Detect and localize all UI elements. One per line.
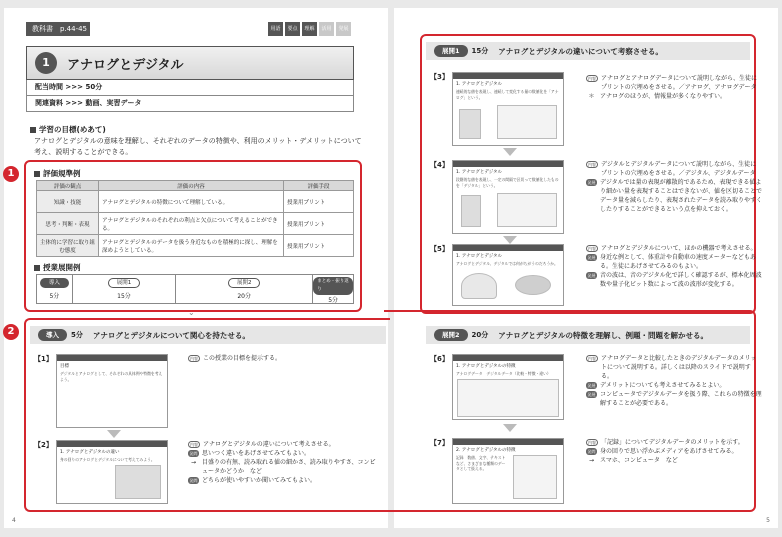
table-row: 思考・判断・表現 アナログとデジタルのそれぞれの利点と欠点について考えることができる。 授業用プリント: [37, 213, 354, 235]
flow-summary: まとめ・振り返り 5分: [313, 275, 353, 303]
page-number: 5: [766, 517, 770, 524]
right-page: [394, 8, 778, 528]
step-number: 【6】: [430, 355, 449, 363]
header-content: 評価の内容: [99, 181, 284, 191]
marker-2: 2: [3, 324, 19, 340]
flow-intro: 導入 5分: [37, 275, 73, 303]
slide-thumbnail: 1. アナログとデジタル 段階的な値を表現し、一定の間隔で区切って数値化したものを「デジタル」という。: [452, 160, 564, 234]
illustration: [115, 465, 161, 499]
step-notes: 内容 この授業の目標を提示する。: [190, 355, 282, 362]
step-number: 【3】: [430, 73, 449, 81]
chip-advanced: 発展: [336, 22, 351, 36]
step-notes: 内容 「記録」についてデジタルデータのメリットを示す。 発問 身の回りで思い浮かぶメディアをあげさせてみる。 → スマホ、コンピュータ など: [587, 439, 744, 464]
lesson-flow: [36, 274, 354, 304]
slide-thumbnail: 1. アナログとデジタル アナログとデジタル、デジタルでは何がちがうのだろうか。: [452, 244, 564, 306]
table-row: 主体的に学習に取り組む態度 アナログとデジタルのデータを扱う身近なものを積極的に探し、理解を深めようとしている。 授業用プリント: [37, 235, 354, 257]
eval-heading: 評価規準例: [34, 168, 81, 179]
category-chips: [268, 22, 351, 36]
media-icons-illustration: [513, 455, 557, 499]
textbook-reference-tab: 教科書 p.44-45: [26, 22, 90, 36]
chip-apply: 活用: [319, 22, 334, 36]
header-viewpoint: 評価の観点: [37, 181, 99, 191]
comparison-table-illustration: [457, 379, 559, 417]
illustration: [459, 109, 481, 139]
chip-term: 用語: [268, 22, 283, 36]
step-number: 【5】: [430, 245, 449, 253]
lesson-title: アナログとデジタル: [67, 57, 184, 73]
slide-thumbnail: 1. アナログとデジタル 連続的な値を表現し、連続して変化する量の数値化を「アナログ」という。: [452, 72, 564, 146]
page-number: 4: [12, 517, 16, 524]
step-notes: 内容 アナログとアナログデータについて説明しながら、生徒にプリントの穴埋めをさせる。／アナログ、アナログデータ ＊ アナログのほうが、情報量が多くなりやすい。: [588, 75, 758, 100]
flow-dev2: 展開2 20分: [176, 275, 313, 303]
chevron-down-icon: ⌄: [188, 308, 195, 317]
illustration: [461, 195, 481, 227]
square-bullet-icon: [34, 265, 40, 271]
lesson-header: [26, 46, 354, 80]
step-notes: 内容 アナログとデジタルの違いについて考えさせる。 発問 思いつく違いをあげさせてみてもよい。 → 目盛りの有無、読み取れる値の細かさ、読み取りやすさ、コンピュータかどうか など 発問 どちらが使いやすいか聞いてみてもよい。: [189, 441, 376, 484]
chip-understand: 理解: [302, 22, 317, 36]
table-header-row: [37, 181, 354, 191]
step-number: 【7】: [430, 439, 449, 447]
disc-illustration: [515, 275, 551, 295]
lesson-number-badge: 1: [35, 52, 57, 74]
graph-illustration: [497, 105, 557, 139]
slide-thumbnail: 1. アナログとデジタルの特徴 アナログデータ デジタルデータ（比較・特徴・違い）: [452, 354, 564, 420]
slide-thumbnail: 2. アナログとデジタルの特徴 記録 数値、文字、テキストなど、さまざまな種類のデータとして扱える。: [452, 438, 564, 504]
flow-dev1: 展開1 15分: [73, 275, 176, 303]
goal-text: アナログとデジタルの意味を理解し、それぞれのデータの特徴や、利用のメリット・デメリットについて考え、説明することができる。: [34, 137, 362, 156]
goal-heading: 学習の目標(めあて): [30, 124, 106, 135]
slide-thumbnail: 目標 デジタルとアナログとして、それぞれの具体例や特徴を考えよう。: [56, 354, 168, 428]
flow-heading: 授業展開例: [34, 262, 81, 273]
step-notes: 内容 デジタルとデジタルデータについて説明しながら、生徒にプリントの穴埋めをさせる。／デジタル、デジタルデータ 発展 デジタルでは量の表現が離散的であるため、表現できる値より細かい量を表現することはできないが、値を区切ることでデータ量を減らしたり、表現されたデータを読み取りやすくしたりすることができるという点を抑えておく。: [587, 161, 763, 213]
step-notes: 内容 アナログデータと比較したときのデジタルデータのメリットについて説明する。詳しくは以降のスライドで説明する。 発展 デメリットについても考えさせてみるとよい。 発展 コンピュータでデジタルデータを扱う際、これらの特徴を理解することが必要である。: [587, 355, 762, 407]
intro-phase-bar: 導入 5分 アナログとデジタルについて関心を持たせる。: [30, 326, 386, 344]
step-notes: 内容 アナログとデジタルについて、ほかの機器で考えさせる。 発展 身近な例として、体重計や自動車の速度メーターなどもある。生徒にあげさせてみるのもよい。 発展 音の波は、音のデジタル化で詳しく確認するが、標本化周波数や量子化ビット数によって波の波形が変化する。: [587, 245, 762, 288]
table-row: 知識・技能 アナログとデジタルの特徴について理解している。 授業用プリント: [37, 191, 354, 213]
step-number: 【4】: [430, 161, 449, 169]
record-illustration: [461, 273, 497, 299]
left-page: [4, 8, 388, 528]
dev2-phase-bar: 展開2 20分 アナログとデジタルの特徴を理解し、例題・問題を解かせる。: [426, 326, 750, 344]
marker-1: 1: [3, 166, 19, 182]
dev1-phase-bar: 展開1 15分 アナログとデジタルの違いについて考察させる。: [426, 42, 750, 60]
step-number: 【2】: [34, 441, 53, 449]
step-number: 【1】: [34, 355, 53, 363]
square-bullet-icon: [34, 171, 40, 177]
down-arrow-icon: [107, 430, 121, 438]
related-material-row: 関連資料 >>> 動画、実習データ: [26, 96, 354, 112]
down-arrow-icon: [503, 148, 517, 156]
header-method: 評価手段: [284, 181, 354, 191]
evaluation-table: [36, 180, 354, 257]
square-bullet-icon: [30, 127, 36, 133]
time-allocation-row: 配当時間 >>> 50分: [26, 80, 354, 96]
down-arrow-icon: [503, 236, 517, 244]
down-arrow-icon: [503, 424, 517, 432]
chip-key: 要点: [285, 22, 300, 36]
graph-illustration: [497, 193, 557, 227]
slide-thumbnail: 1. アナログとデジタルの違い 身の回りのアナログとデジタルについて考えてみよう。: [56, 440, 168, 504]
